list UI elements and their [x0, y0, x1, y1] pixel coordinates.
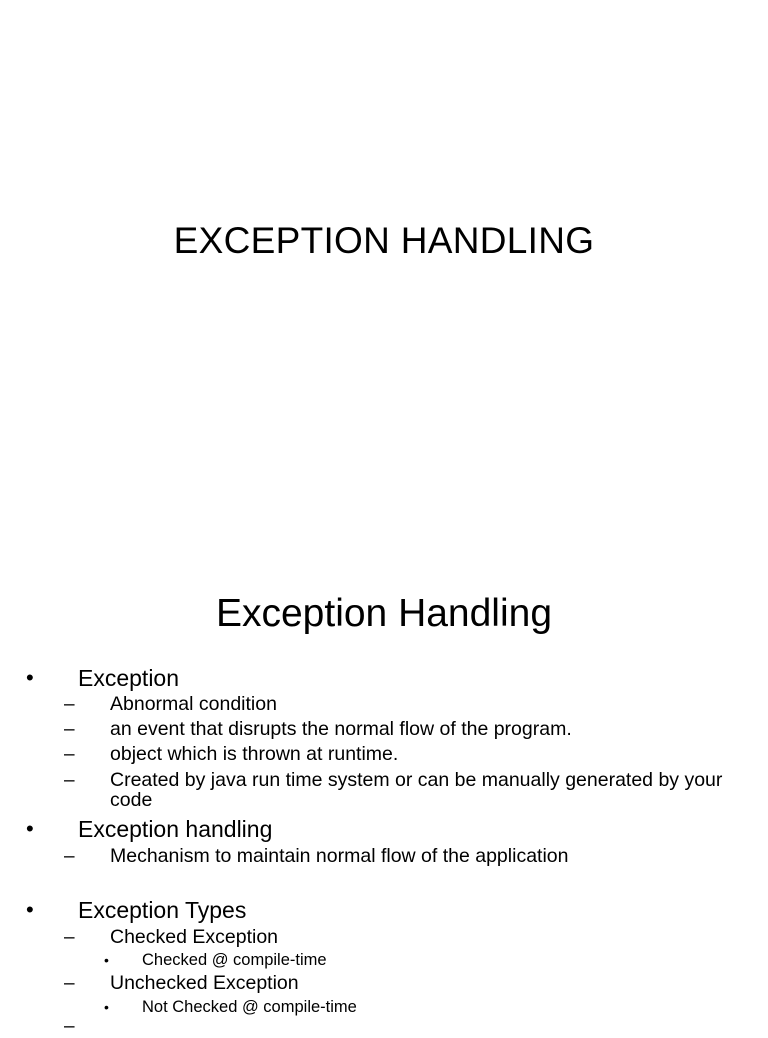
bullet-text: Exception Types: [78, 897, 247, 923]
bullet-marker: •: [26, 897, 34, 922]
bullet-marker: •: [26, 665, 34, 690]
dash-marker: –: [64, 694, 75, 715]
dash-marker: –: [64, 770, 75, 791]
sub-bullet-text: Unchecked Exception: [110, 972, 299, 994]
sub-bullet-text: Created by java run time system or can be manually generated by your code: [110, 769, 723, 811]
dash-marker: –: [64, 846, 75, 867]
bullet-marker: •: [104, 999, 109, 1015]
sub-bullet-text: an event that disrupts the normal flow of the program.: [110, 718, 572, 740]
bullet-text: Exception handling: [78, 816, 273, 842]
slide-title: EXCEPTION HANDLING: [173, 220, 595, 261]
sub-bullet-text: Mechanism to maintain normal flow of the application: [110, 845, 569, 867]
bullet-marker: •: [104, 952, 109, 968]
sub-bullet-text: Abnormal condition: [110, 693, 277, 715]
sub-bullet-text: object which is thrown at runtime.: [110, 743, 399, 765]
sub-sub-bullet-text: Not Checked @ compile-time: [142, 998, 357, 1016]
dash-marker: –: [64, 973, 75, 994]
dash-marker: –: [64, 927, 75, 948]
slide-heading: Exception Handling: [215, 592, 553, 635]
sub-bullet-text: Checked Exception: [110, 926, 279, 948]
dash-marker: –: [64, 719, 75, 740]
content-slide: [0, 576, 768, 1037]
dash-marker: –: [64, 1016, 75, 1037]
sub-sub-bullet-text: Checked @ compile-time: [142, 951, 327, 969]
dash-marker: –: [64, 744, 75, 765]
bullet-text: Exception: [78, 665, 180, 691]
bullet-marker: •: [26, 816, 34, 841]
